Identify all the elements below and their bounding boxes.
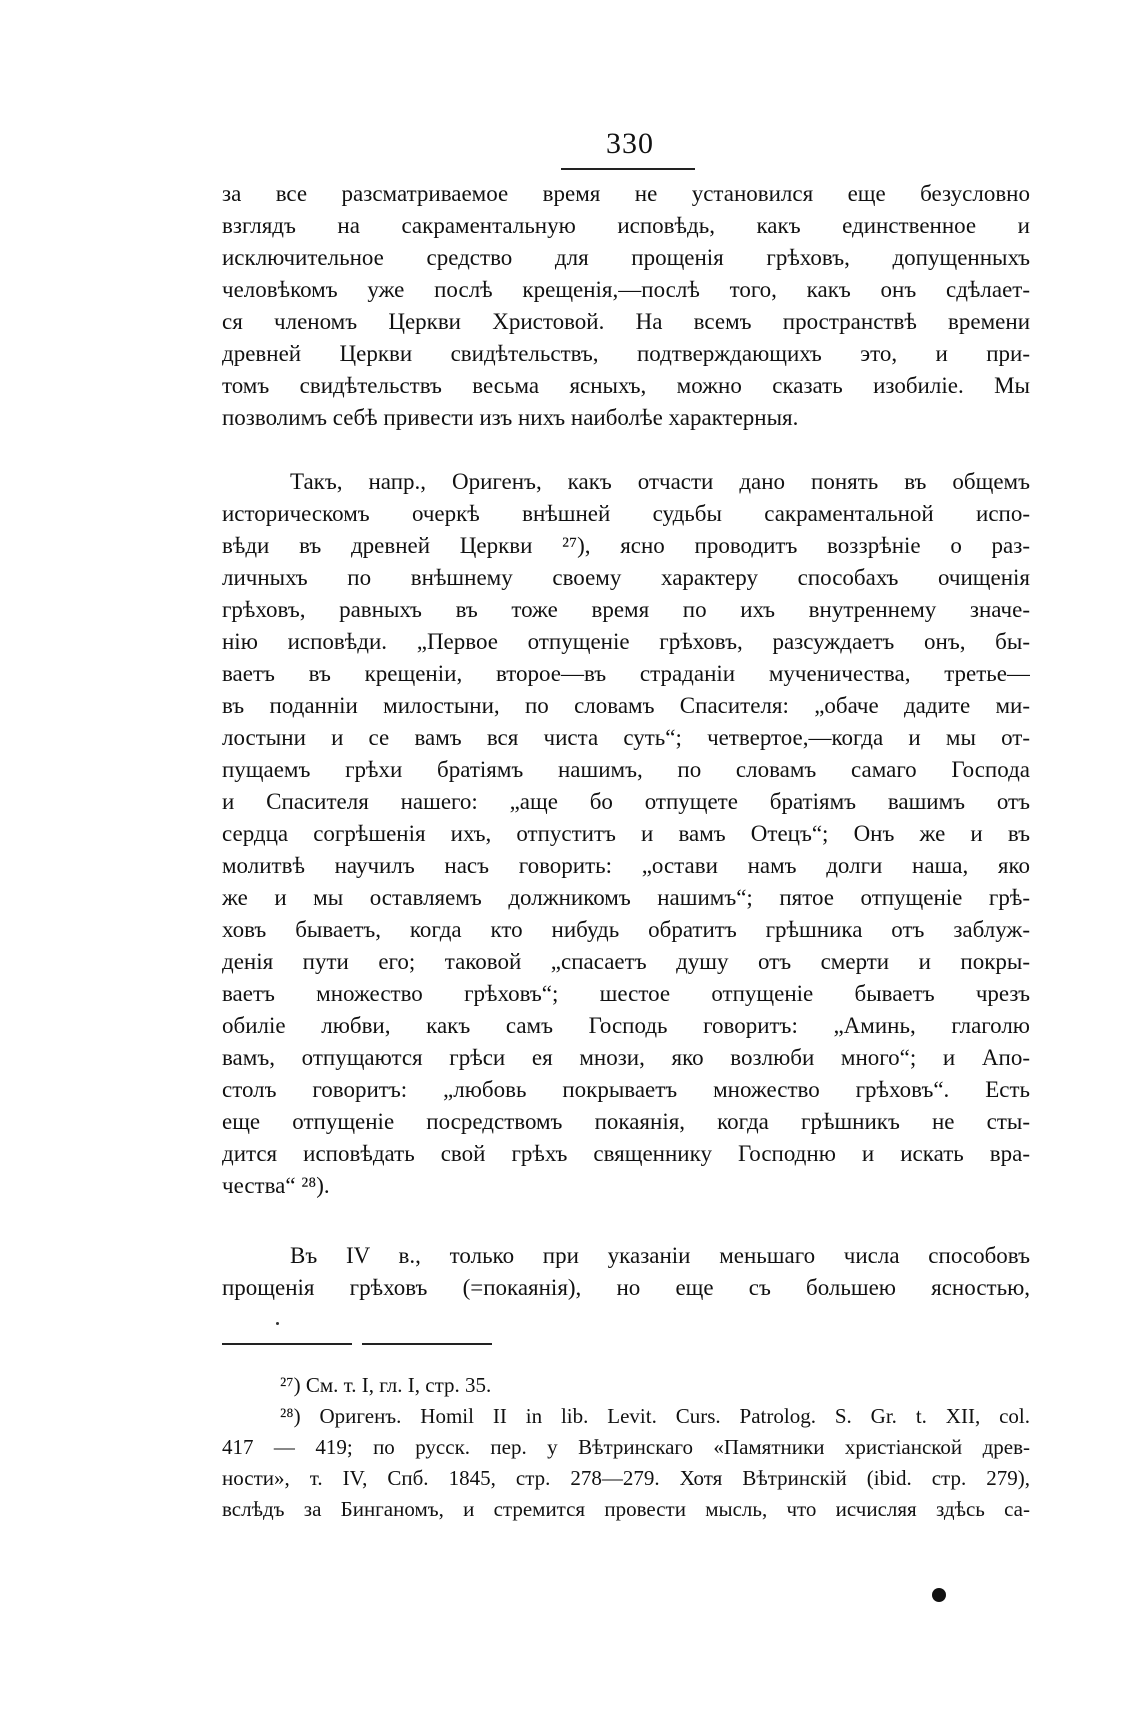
- paragraph-3: [222, 1240, 1030, 1304]
- text-line: молитвѣ научилъ насъ говорить: „остави намъ долги наша, яко: [222, 853, 1030, 878]
- text-line: денія пути его; таковой „спасаетъ душу отъ смерти и покры-: [222, 949, 1030, 974]
- text-line: вамъ, отпущаются грѣси ея мнози, яко возлюби много“; и Апо-: [222, 1045, 1030, 1070]
- text-line: личныхъ по внѣшнему своему характеру способахъ очищенія: [222, 565, 1030, 590]
- text-line: же и мы оставляемъ должникомъ нашимъ“; пятое отпущеніе грѣ-: [222, 885, 1030, 910]
- text-line: за все разсматриваемое время не установился еще безусловно: [222, 181, 1030, 206]
- page-number-underline: [561, 168, 695, 170]
- footnote-line: 417 — 419; по русск. пер. у Вѣтринскаго «Памятники христіанской древ-: [222, 1435, 1030, 1459]
- text-line: исключительное средство для прощенія грѣховъ, допущенныхъ: [222, 245, 1030, 270]
- text-line: вѣди въ древней Церкви ²⁷), ясно проводитъ воззрѣніе о раз-: [222, 533, 1030, 558]
- text-line: Въ IV в., только при указаніи меньшаго числа способовъ: [290, 1243, 1030, 1268]
- footnote-27: [222, 1370, 1030, 1401]
- text-line: еще отпущеніе посредствомъ покаянія, когда грѣшникъ не сты-: [222, 1109, 1030, 1134]
- footnote-line: ²⁸) Оригенъ. Homil II in lib. Levit. Curs. Patrolog. S. Gr. t. XII, col.: [280, 1404, 1030, 1428]
- text-line: позволимъ себѣ привести изъ нихъ наиболѣе характерныя.: [222, 405, 799, 430]
- footnote-separator: [222, 1343, 352, 1345]
- text-line: томъ свидѣтельствъ весьма ясныхъ, можно сказать изобиліе. Мы: [222, 373, 1030, 398]
- text-line: ваетъ множество грѣховъ“; шестое отпущеніе бываетъ чрезъ: [222, 981, 1030, 1006]
- paragraph-1: [222, 178, 1030, 434]
- text-line: нію исповѣди. „Первое отпущеніе грѣховъ, разсуждаетъ онъ, бы-: [222, 629, 1030, 654]
- footnote-28: [222, 1401, 1030, 1525]
- text-line: ховъ бываетъ, когда кто нибудь обратитъ грѣшника отъ заблуж-: [222, 917, 1030, 942]
- text-line: прощенія грѣховъ (=покаянія), но еще съ большею ясностью,: [222, 1275, 1030, 1300]
- text-line: и Спасителя нашего: „аще бо отпущете братіямъ вашимъ отъ: [222, 789, 1030, 814]
- footnote-line: ности», т. IV, Спб. 1845, стр. 278—279. Хотя Вѣтринскій (ibid. стр. 279),: [222, 1466, 1030, 1490]
- text-line: чества“ ²⁸).: [222, 1173, 330, 1198]
- text-line: дится исповѣдать свой грѣхъ священнику Господню и искать вра-: [222, 1141, 1030, 1166]
- text-line: историческомъ очеркѣ внѣшней судьбы сакраментальной испо-: [222, 501, 1030, 526]
- text-line: столъ говоритъ: „любовь покрываетъ множество грѣховъ“. Есть: [222, 1077, 1030, 1102]
- text-line: древней Церкви свидѣтельствъ, подтверждающихъ это, и при-: [222, 341, 1030, 366]
- footnote-line: ²⁷) См. т. I, гл. I, стр. 35.: [280, 1373, 492, 1397]
- footnote-line: вслѣдъ за Бинганомъ, и стремится провести мысль, что исчисляя здѣсь са-: [222, 1497, 1030, 1521]
- text-line: сердца согрѣшенія ихъ, отпуститъ и вамъ Отецъ“; Онъ же и въ: [222, 821, 1030, 846]
- text-line: человѣкомъ уже послѣ крещенія,—послѣ того, какъ онъ сдѣлает-: [222, 277, 1030, 302]
- footnote-separator: [362, 1343, 492, 1345]
- text-line: въ поданніи милостыни, по словамъ Спасителя: „обаче дадите ми-: [222, 693, 1030, 718]
- paragraph-2: [222, 466, 1030, 1202]
- text-line: ся членомъ Церкви Христовой. На всемъ пространствѣ времени: [222, 309, 1030, 334]
- page-number: 330: [606, 127, 654, 160]
- text-line: пущаемъ грѣхи братіямъ нашимъ, по словамъ самаго Господа: [222, 757, 1030, 782]
- text-line: ваетъ въ крещеніи, второе—въ страданіи мученичества, третье—: [222, 661, 1030, 686]
- ink-blot: [932, 1588, 946, 1602]
- text-line: взглядъ на сакраментальную исповѣдь, какъ единственное и: [222, 213, 1030, 238]
- text-line: обиліе любви, какъ самъ Господь говоритъ: „Аминь, глаголю: [222, 1013, 1030, 1038]
- text-line: лостыни и се вамъ вся чиста суть“; четвертое,—когда и мы от-: [222, 725, 1030, 750]
- text-line: Такъ, напр., Оригенъ, какъ отчасти дано понять въ общемъ: [290, 469, 1030, 494]
- text-line: грѣховъ, равныхъ въ тоже время по ихъ внутреннему значе-: [222, 597, 1030, 622]
- print-speck: [276, 1322, 279, 1325]
